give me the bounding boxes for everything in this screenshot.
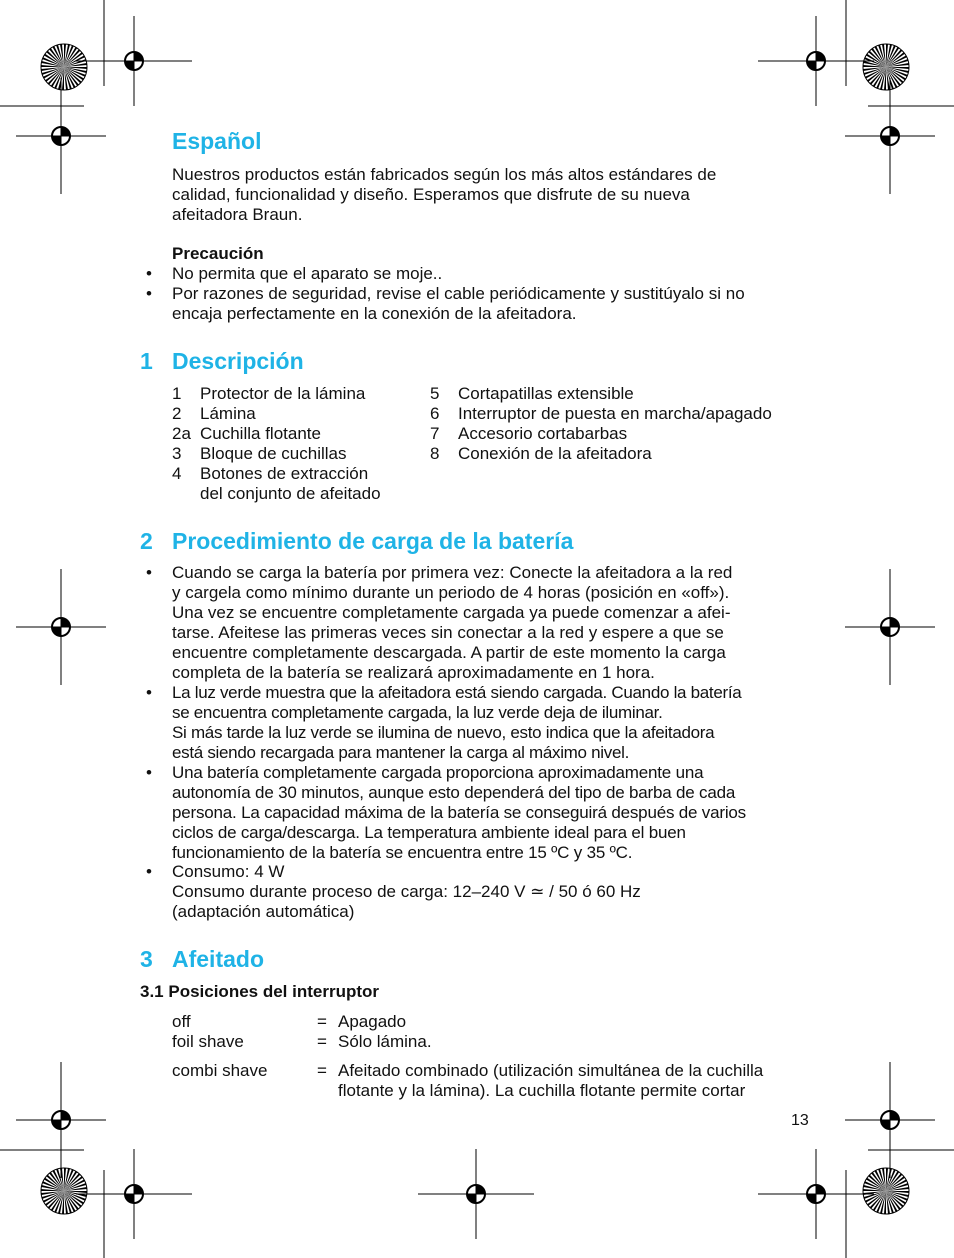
starburst-ray (62, 1191, 64, 1214)
starburst-ray (886, 1191, 909, 1193)
parts-item-number: 6 (430, 404, 440, 423)
parts-item-number: 3 (172, 444, 182, 463)
charging-line: está siendo recargada para mantener la carga al máximo nivel. (172, 743, 630, 762)
section-title: Procedimiento de carga de la batería (172, 528, 574, 554)
language-heading: Español (172, 128, 262, 154)
switch-position-desc: Apagado (338, 1012, 407, 1031)
charging-line: Una batería completamente cargada proporciona aproximadamente una (172, 763, 704, 782)
parts-item-number: 1 (172, 384, 182, 403)
parts-item-label: Interruptor de puesta en marcha/apagado (458, 404, 772, 423)
parts-item-label: Protector de la lámina (200, 384, 366, 403)
starburst-ray (62, 67, 64, 90)
intro-paragraph (172, 165, 716, 225)
charging-line: tarse. Afeitese las primeras veces sin conectar a la red y espere a que se (172, 623, 724, 642)
charging-line: (adaptación automática) (172, 902, 355, 921)
starburst-ray (64, 1191, 87, 1193)
starburst-ray (886, 44, 888, 67)
caution-item (172, 284, 745, 324)
charging-line: Consumo durante proceso de carga: 12–240 V ≃ / 50 ó 60 Hz (172, 882, 641, 901)
section-number: 3 (140, 946, 153, 972)
charging-line: Si más tarde la luz verde se ilumina de nuevo, esto indica que la afeitadora (172, 723, 715, 742)
section-number: 2 (140, 528, 153, 554)
charging-line: se encuentra completamente cargada, la luz verde deja de iluminar. (172, 703, 663, 722)
section-heading-descripcion (140, 347, 304, 375)
charging-line: La luz verde muestra que la afeitadora está siendo cargada. Cuando la batería (172, 683, 742, 702)
charging-line: funcionamiento de la batería se encuentra entre 15 ºC y 35 ºC. (172, 843, 633, 862)
parts-item-label: Conexión de la afeitadora (458, 444, 652, 463)
section-title: Descripción (172, 348, 304, 374)
parts-item-label: Accesorio cortabarbas (458, 424, 628, 443)
subsection-heading: 3.1 Posiciones del interruptor (140, 982, 380, 1001)
switch-position-line: flotante y la lámina). La cuchilla flotante permite cortar (338, 1081, 746, 1100)
starburst-ray (41, 1189, 64, 1191)
intro-line: afeitadora Braun. (172, 205, 303, 224)
bullet-dot: • (146, 862, 152, 881)
caution-line: No permita que el aparato se moje.. (172, 264, 443, 283)
starburst-ray (863, 1189, 886, 1191)
parts-item-label: Cortapatillas extensible (458, 384, 634, 403)
bullet-dot: • (146, 683, 152, 702)
charging-line: ciclos de carga/descarga. La temperatura ambiente ideal para el buen (172, 823, 686, 842)
section-heading-carga (140, 527, 574, 555)
caution-line: Por razones de seguridad, revise el cable periódicamente y sustitúyalo si no (172, 284, 745, 303)
section-title: Afeitado (172, 946, 264, 972)
starburst-ray (886, 1168, 888, 1191)
starburst-ray (884, 67, 886, 90)
starburst-ray (41, 65, 64, 67)
charging-line: Cuando se carga la batería por primera vez: Conecte la afeitadora a la red (172, 563, 733, 582)
parts-item-number: 7 (430, 424, 440, 443)
switch-position-term: off (172, 1012, 191, 1031)
parts-item-number: 2 (172, 404, 182, 423)
starburst-ray (64, 1168, 66, 1191)
switch-position-term: combi shave (172, 1061, 268, 1080)
charging-line: y cargela como mínimo durante un periodo de 4 horas (posición en «off»). (172, 583, 730, 602)
equals-sign: = (317, 1012, 327, 1031)
charging-line: persona. La capacidad máxima de la batería se conseguirá después de varios (172, 803, 746, 822)
parts-item-label: Botones de extracción (200, 464, 369, 483)
intro-line: Nuestros productos están fabricados según los más altos estándares de (172, 165, 717, 184)
switch-position-term: foil shave (172, 1032, 244, 1051)
starburst-ray (64, 67, 87, 69)
parts-item-number: 8 (430, 444, 440, 463)
charging-item (172, 563, 732, 683)
parts-item-number: 5 (430, 384, 440, 403)
charging-line: encuentre completamente descargada. A partir de este momento la carga (172, 643, 726, 662)
switch-position-line: Afeitado combinado (utilización simultánea de la cuchilla (338, 1061, 764, 1080)
parts-item-label: del conjunto de afeitado (200, 484, 381, 503)
charging-line: completa de la batería se realizará aproximadamente en 1 hora. (172, 663, 655, 682)
starburst-ray (863, 65, 886, 67)
bullet-dot: • (146, 264, 152, 283)
parts-item-label: Bloque de cuchillas (200, 444, 347, 463)
parts-item-label: Lámina (200, 404, 256, 423)
equals-sign: = (317, 1061, 327, 1080)
section-number: 1 (140, 348, 153, 374)
bullet-dot: • (146, 763, 152, 782)
starburst-ray (886, 67, 909, 69)
charging-line: Consumo: 4 W (172, 862, 285, 881)
caution-line: encaja perfectamente en la conexión de la afeitadora. (172, 304, 577, 323)
parts-item-number: 2a (172, 424, 191, 443)
switch-position-desc (338, 1061, 763, 1101)
bullet-dot: • (146, 563, 152, 582)
starburst-ray (64, 44, 66, 67)
parts-item-number: 4 (172, 464, 182, 483)
intro-line: calidad, funcionalidad y diseño. Esperamos que disfrute de su nueva (172, 185, 690, 204)
bullet-dot: • (146, 284, 152, 303)
section-heading-afeitado (140, 945, 264, 973)
caution-heading: Precaución (172, 244, 264, 263)
charging-item (172, 683, 741, 763)
charging-item (172, 862, 641, 922)
charging-line: autonomía de 30 minutos, aunque esto dependerá del tipo de barba de cada (172, 783, 736, 802)
charging-line: Una vez se encuentre completamente cargada ya puede comenzar a afei- (172, 603, 731, 622)
starburst-ray (884, 1191, 886, 1214)
page-number: 13 (791, 1112, 809, 1129)
caution-item (172, 264, 442, 284)
switch-position-desc: Sólo lámina. (338, 1032, 432, 1051)
equals-sign: = (317, 1032, 327, 1051)
parts-item-label: Cuchilla flotante (200, 424, 321, 443)
charging-item (172, 763, 746, 863)
